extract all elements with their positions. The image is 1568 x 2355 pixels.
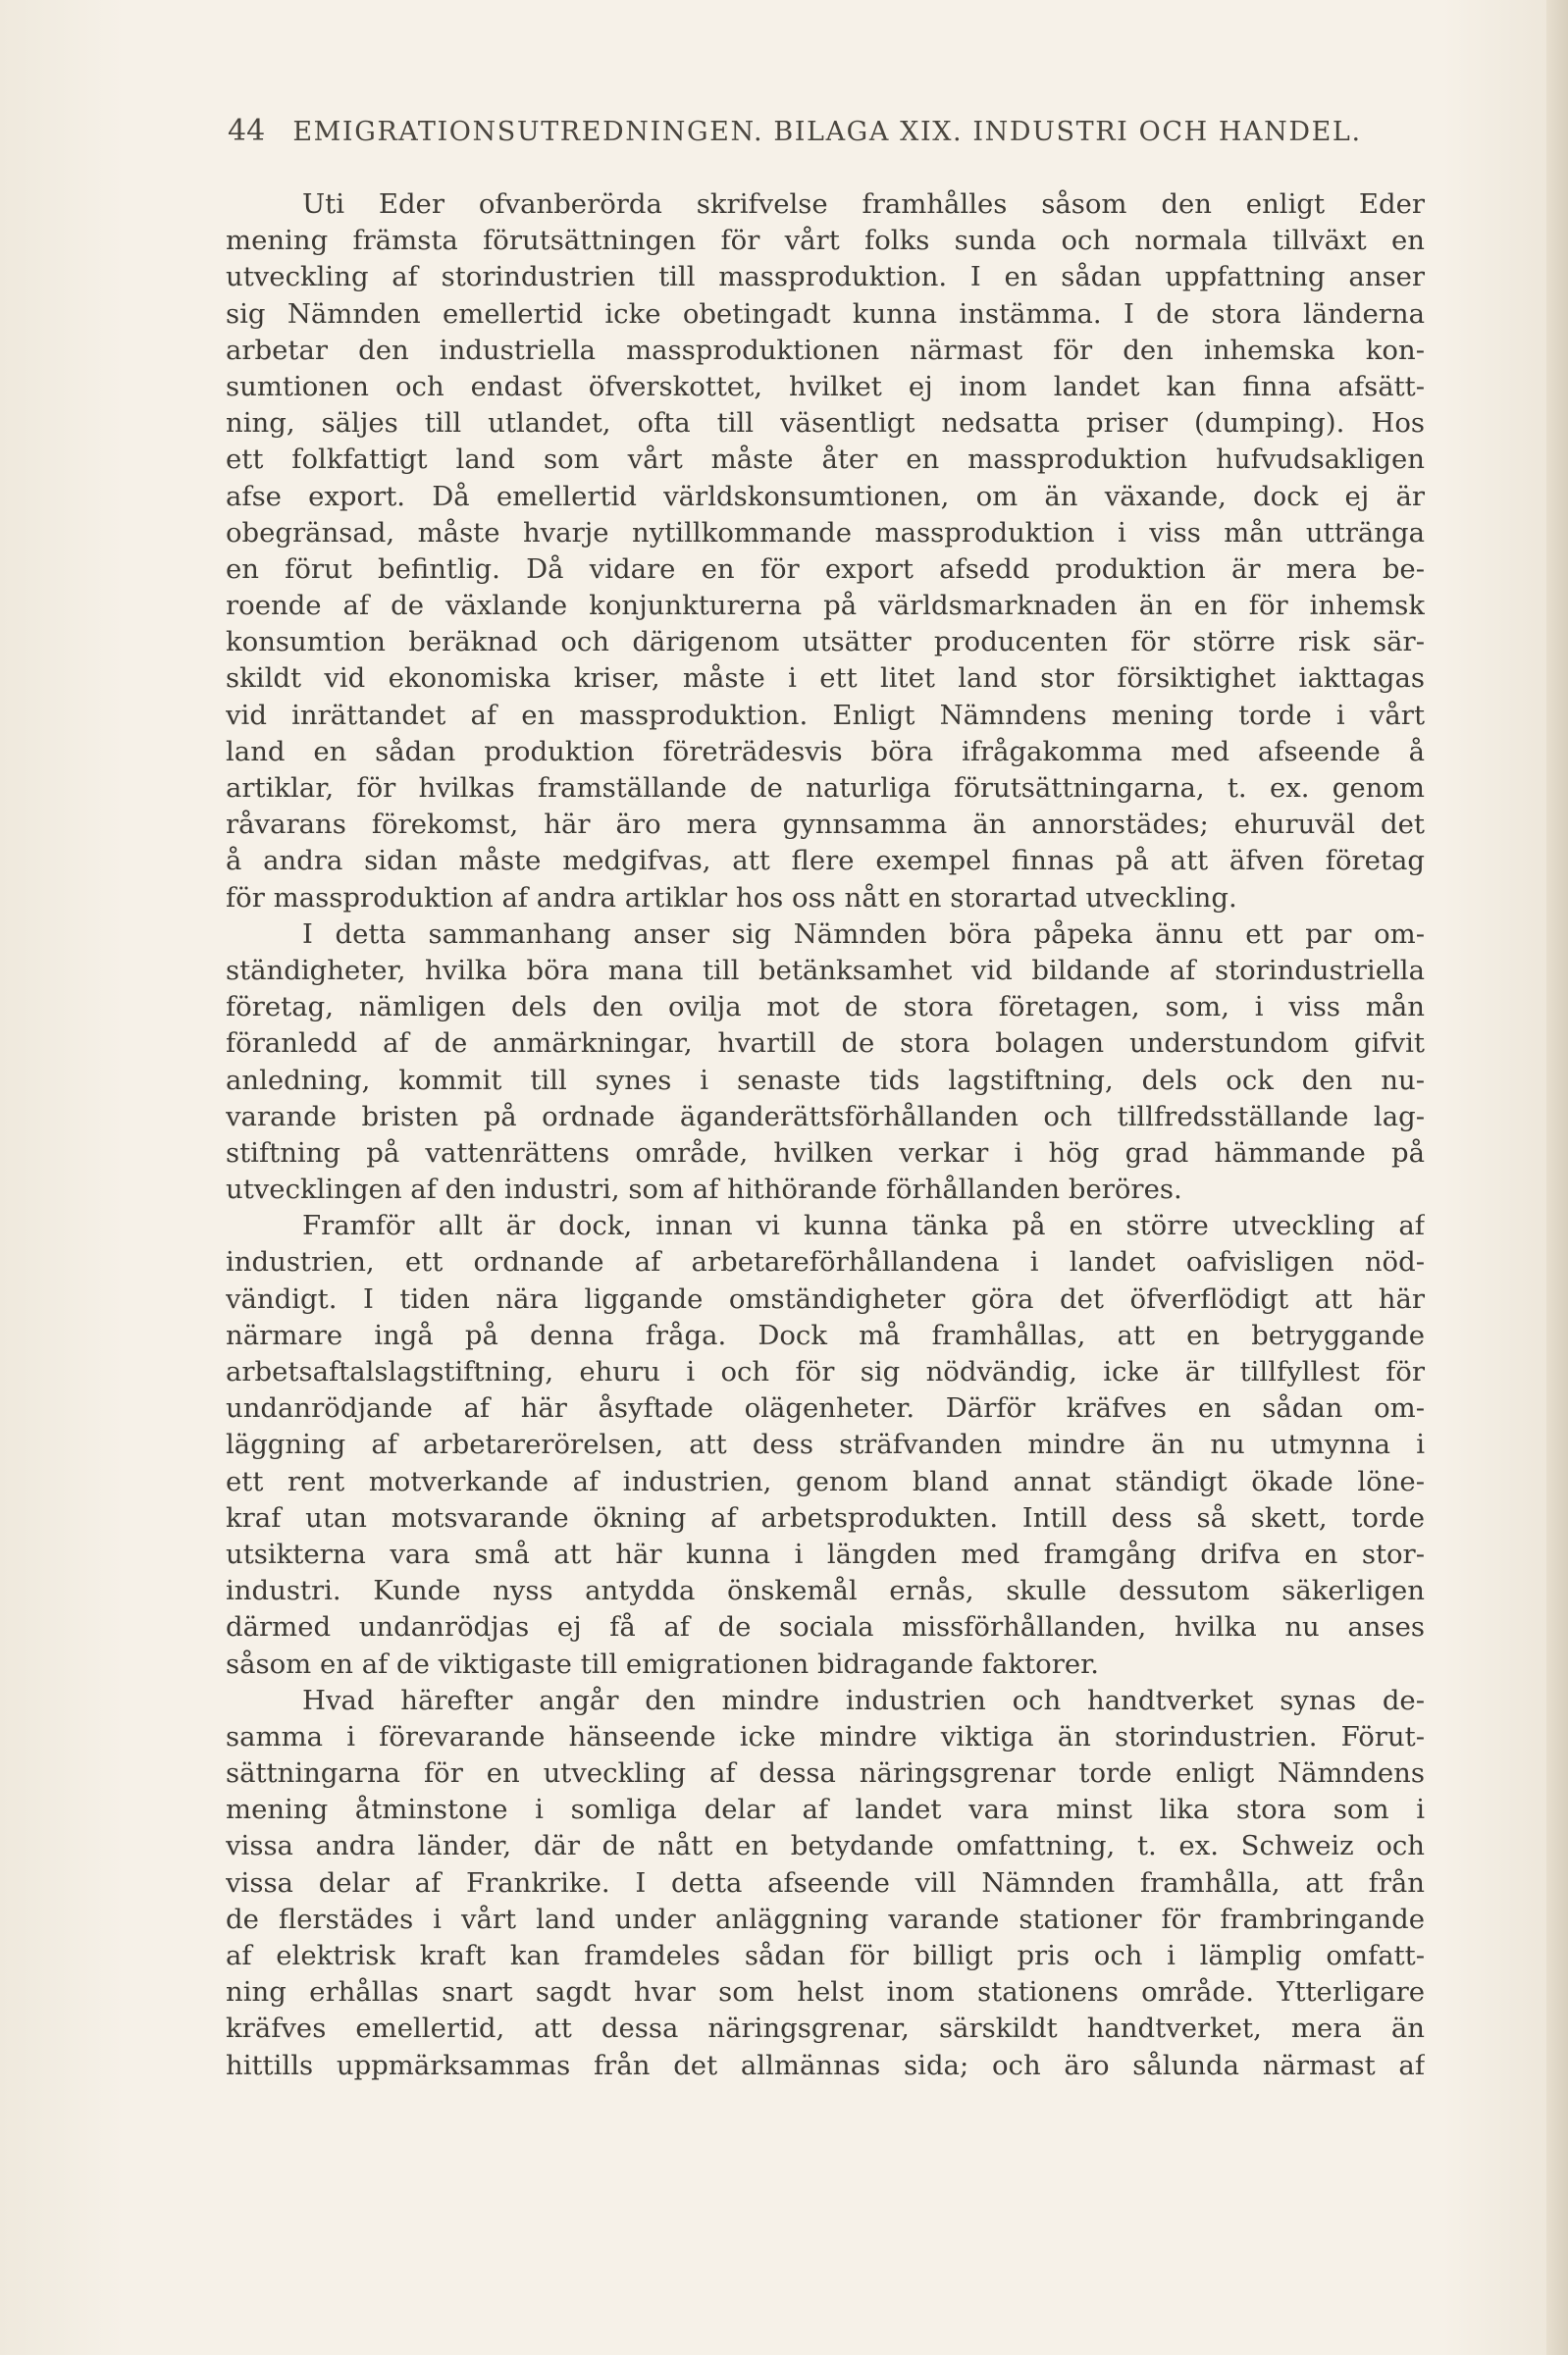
text-line: hittills uppmärksammas från det allmännas sida; och äro sålunda närmast af xyxy=(226,2049,1425,2081)
text-line: utveckling af storindustrien till massproduktion. I en sådan uppfattning anser xyxy=(226,261,1425,293)
text-line: vissa andra länder, där de nått en betydande omfattning, t. ex. Schweiz och xyxy=(226,1830,1425,1862)
text-line: företag, nämligen dels den ovilja mot de stora företagen, som, i viss mån xyxy=(226,991,1425,1023)
text-line: ett folkfattigt land som vårt måste åter en massproduktion hufvudsakligen xyxy=(226,444,1425,476)
text-line: af elektrisk kraft kan framdeles sådan för billigt pris och i lämplig omfatt- xyxy=(226,1940,1425,1971)
text-line: industrien, ett ordnande af arbetareförhållandena i landet oafvisligen nöd- xyxy=(226,1246,1425,1279)
text-line: ständigheter, hvilka böra mana till betänksamhet vid bildande af storindustriella xyxy=(226,954,1425,986)
text-line: samma i förevarande hänseende icke mindre viktiga än storindustrien. Förut- xyxy=(226,1720,1425,1753)
text-line: Uti Eder ofvanberörda skrifvelse framhålles såsom den enligt Eder xyxy=(302,188,1425,220)
text-line: I detta sammanhang anser sig Nämnden böra påpeka ännu ett par om- xyxy=(302,917,1425,950)
text-line: artiklar, för hvilkas framställande de naturliga förutsättningarna, t. ex. genom xyxy=(226,772,1425,804)
text-line: sättningarna för en utveckling af dessa näringsgrenar torde enligt Nämndens xyxy=(226,1757,1425,1790)
text-line: land en sådan produktion företrädesvis böra ifrågakomma med afseende å xyxy=(226,735,1425,767)
text-line: varande bristen på ordnade äganderättsförhållanden och tillfredsställande lag- xyxy=(226,1100,1425,1132)
text-line: råvarans förekomst, här äro mera gynnsamma än annorstädes; ehuruväl det xyxy=(226,809,1425,841)
body-text xyxy=(226,186,1425,2084)
text-line: föranledd af de anmärkningar, hvartill de stora bolagen understundom gifvit xyxy=(226,1027,1425,1060)
text-line: roende af de växlande konjunkturerna på världsmarknaden än en för inhemsk xyxy=(226,590,1425,622)
text-line: utvecklingen af den industri, som af hithörande förhållanden beröres. xyxy=(226,1174,1182,1206)
text-line: utsikterna vara små att här kunna i längden med framgång drifva en stor- xyxy=(226,1538,1425,1570)
text-line: konsumtion beräknad och därigenom utsätter producenten för större risk sär- xyxy=(226,626,1425,658)
text-line: Framför allt är dock, innan vi kunna tänka på en större utveckling af xyxy=(302,1210,1425,1242)
text-line: därmed undanrödjas ej få af de sociala missförhållanden, hvilka nu anses xyxy=(226,1611,1425,1644)
text-line: Hvad härefter angår den mindre industrien och handtverket synas de- xyxy=(302,1684,1425,1716)
text-line: afse export. Då emellertid världskonsumtionen, om än växande, dock ej är xyxy=(226,480,1425,512)
text-line: närmare ingå på denna fråga. Dock må framhållas, att en betryggande xyxy=(226,1319,1425,1351)
text-line: kräfves emellertid, att dessa näringsgrenar, särskildt handtverket, mera än xyxy=(226,2013,1425,2045)
text-line: undanrödjande af här åsyftade olägenheter. Därför kräfves en sådan om- xyxy=(226,1392,1425,1425)
text-line: vissa delar af Frankrike. I detta afseende vill Nämnden framhålla, att från xyxy=(226,1866,1425,1899)
running-header xyxy=(228,114,1425,148)
text-line: industri. Kunde nyss antydda önskemål ernås, skulle dessutom säkerligen xyxy=(226,1575,1425,1607)
text-line: läggning af arbetarerörelsen, att dess sträfvanden mindre än nu utmynna i xyxy=(226,1429,1425,1461)
text-line: arbetsaftalslagstiftning, ehuru i och för sig nödvändig, icke är tillfyllest för xyxy=(226,1356,1425,1387)
text-line: skildt vid ekonomiska kriser, måste i ett litet land stor försiktighet iakttagas xyxy=(226,662,1425,695)
text-line: ning, säljes till utlandet, ofta till väsentligt nedsatta priser (dumping). Hos xyxy=(226,407,1425,440)
text-line: vid inrättandet af en massproduktion. Enligt Nämndens mening torde i vårt xyxy=(226,699,1425,731)
text-line: ning erhållas snart sagdt hvar som helst inom stationens område. Ytterligare xyxy=(226,1976,1425,2009)
text-line: sumtionen och endast öfverskottet, hvilket ej inom landet kan finna afsätt- xyxy=(226,370,1425,402)
text-line: kraf utan motsvarande ökning af arbetsprodukten. Intill dess så skett, torde xyxy=(226,1501,1425,1534)
text-line: ett rent motverkande af industrien, genom bland annat ständigt ökade löne- xyxy=(226,1465,1425,1497)
text-line: mening främsta förutsättningen för vårt folks sunda och normala tillväxt en xyxy=(226,225,1425,257)
page-edge xyxy=(1546,0,1568,2355)
text-line: de flerstädes i vårt land under anläggning varande stationer för frambringande xyxy=(226,1903,1425,1935)
page-number: 44 xyxy=(228,114,266,148)
text-line: stiftning på vattenrättens område, hvilken verkar i hög grad hämmande på xyxy=(226,1136,1425,1169)
text-line: en förut befintlig. Då vidare en för export afsedd produktion är mera be- xyxy=(226,552,1425,585)
text-line: för massproduktion af andra artiklar hos oss nått en storartad utveckling. xyxy=(226,881,1237,914)
text-line: mening åtminstone i somliga delar af landet vara minst lika stora som i xyxy=(226,1794,1425,1826)
text-line: obegränsad, måste hvarje nytillkommande massproduktion i viss mån uttränga xyxy=(226,516,1425,549)
text-line: sig Nämnden emellertid icke obetingadt kunna instämma. I de stora länderna xyxy=(226,297,1425,330)
running-title: EMIGRATIONSUTREDNINGEN. BILAGA XIX. INDUSTRI OCH HANDEL. xyxy=(292,117,1362,147)
text-line: arbetar den industriella massproduktionen närmast för den inhemska kon- xyxy=(226,334,1425,366)
text-line: anledning, kommit till synes i senaste tids lagstiftning, dels ock den nu- xyxy=(226,1064,1425,1096)
text-line: vändigt. I tiden nära liggande omständigheter göra det öfverflödigt att här xyxy=(226,1282,1425,1315)
text-line: såsom en af de viktigaste till emigrationen bidragande faktorer. xyxy=(226,1648,1099,1680)
text-line: å andra sidan måste medgifvas, att flere exempel finnas på att äfven företag xyxy=(226,845,1425,877)
